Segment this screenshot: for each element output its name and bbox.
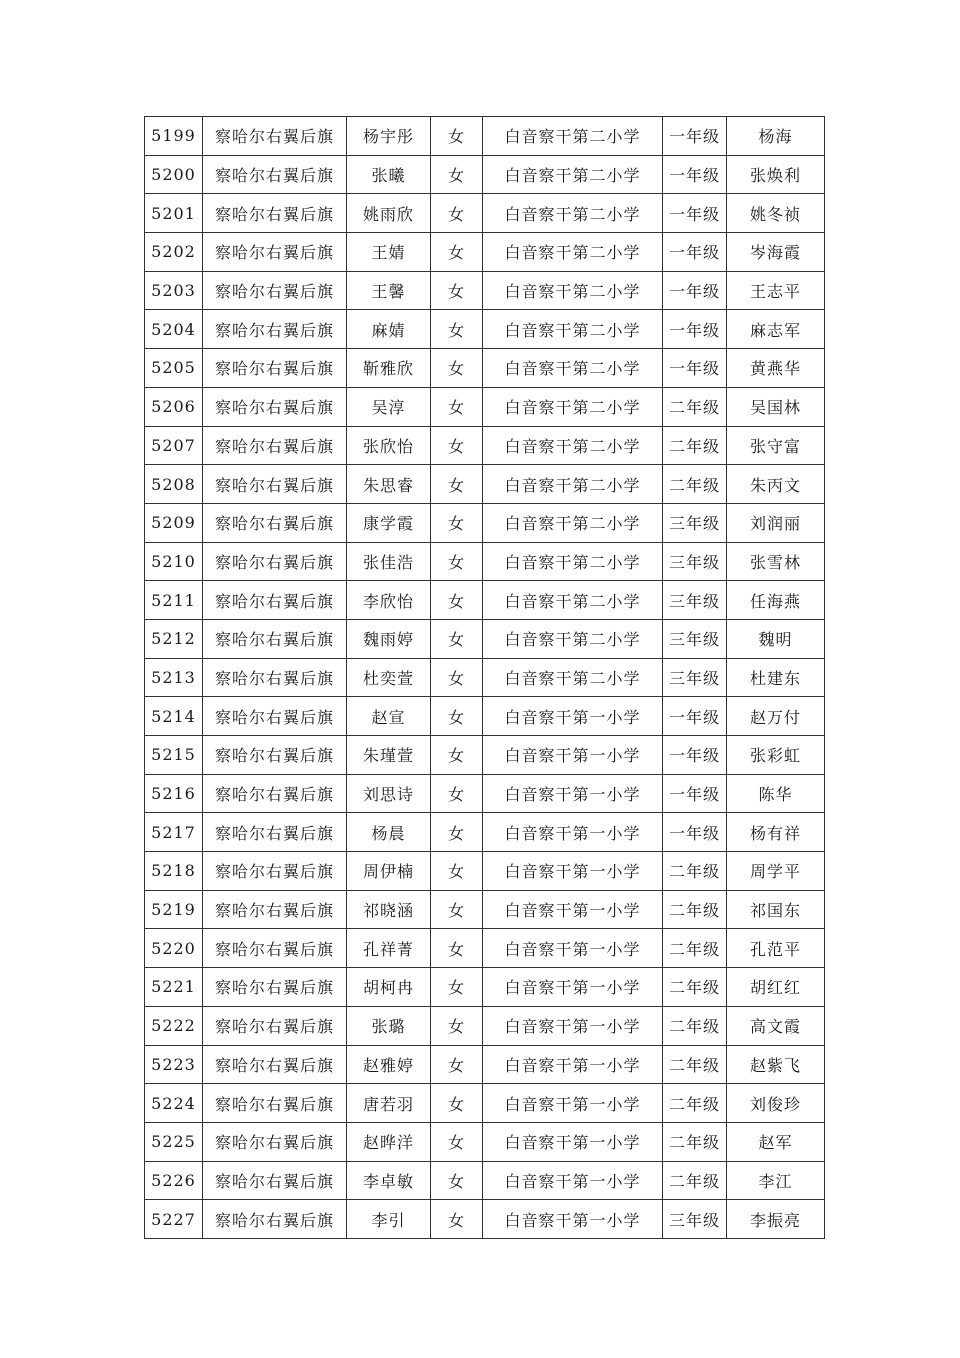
student-name-cell: 李卓敏 [347, 1161, 431, 1200]
guardian-name-cell: 吴国林 [727, 387, 825, 426]
table-row [145, 1161, 825, 1200]
gender-cell: 女 [431, 387, 483, 426]
serial-number-cell: 5227 [145, 1200, 203, 1239]
region-cell: 察哈尔右翼后旗 [203, 465, 347, 504]
grade-cell: 二年级 [663, 465, 727, 504]
document-page [144, 116, 824, 1239]
student-name-cell: 周伊楠 [347, 852, 431, 891]
serial-number-cell: 5203 [145, 271, 203, 310]
student-name-cell: 朱瑾萱 [347, 736, 431, 775]
grade-cell: 一年级 [663, 813, 727, 852]
guardian-name-cell: 刘润丽 [727, 503, 825, 542]
grade-cell: 一年级 [663, 233, 727, 272]
school-cell: 白音察干第二小学 [483, 542, 663, 581]
student-name-cell: 张佳浩 [347, 542, 431, 581]
guardian-name-cell: 张焕利 [727, 155, 825, 194]
gender-cell: 女 [431, 1045, 483, 1084]
school-cell: 白音察干第二小学 [483, 581, 663, 620]
table-row [145, 697, 825, 736]
guardian-name-cell: 张守富 [727, 426, 825, 465]
table-row [145, 968, 825, 1007]
table-row [145, 929, 825, 968]
school-cell: 白音察干第二小学 [483, 117, 663, 156]
school-cell: 白音察干第二小学 [483, 619, 663, 658]
gender-cell: 女 [431, 426, 483, 465]
table-row [145, 233, 825, 272]
guardian-name-cell: 李振亮 [727, 1200, 825, 1239]
serial-number-cell: 5224 [145, 1084, 203, 1123]
guardian-name-cell: 麻志军 [727, 310, 825, 349]
table-row [145, 619, 825, 658]
table-row [145, 774, 825, 813]
school-cell: 白音察干第二小学 [483, 503, 663, 542]
serial-number-cell: 5221 [145, 968, 203, 1007]
table-row [145, 1200, 825, 1239]
student-name-cell: 张欣怡 [347, 426, 431, 465]
grade-cell: 二年级 [663, 929, 727, 968]
gender-cell: 女 [431, 194, 483, 233]
serial-number-cell: 5218 [145, 852, 203, 891]
grade-cell: 一年级 [663, 774, 727, 813]
student-name-cell: 杨晨 [347, 813, 431, 852]
grade-cell: 一年级 [663, 349, 727, 388]
gender-cell: 女 [431, 1084, 483, 1123]
gender-cell: 女 [431, 619, 483, 658]
student-name-cell: 杜奕萱 [347, 658, 431, 697]
gender-cell: 女 [431, 968, 483, 1007]
gender-cell: 女 [431, 155, 483, 194]
grade-cell: 二年级 [663, 1045, 727, 1084]
table-row [145, 542, 825, 581]
region-cell: 察哈尔右翼后旗 [203, 1122, 347, 1161]
gender-cell: 女 [431, 1161, 483, 1200]
region-cell: 察哈尔右翼后旗 [203, 310, 347, 349]
guardian-name-cell: 任海燕 [727, 581, 825, 620]
region-cell: 察哈尔右翼后旗 [203, 503, 347, 542]
school-cell: 白音察干第一小学 [483, 852, 663, 891]
table-row [145, 658, 825, 697]
student-name-cell: 赵晔洋 [347, 1122, 431, 1161]
student-name-cell: 魏雨婷 [347, 619, 431, 658]
region-cell: 察哈尔右翼后旗 [203, 233, 347, 272]
grade-cell: 一年级 [663, 736, 727, 775]
gender-cell: 女 [431, 233, 483, 272]
grade-cell: 二年级 [663, 1161, 727, 1200]
table-row [145, 1084, 825, 1123]
guardian-name-cell: 高文霞 [727, 1006, 825, 1045]
student-name-cell: 麻婧 [347, 310, 431, 349]
serial-number-cell: 5204 [145, 310, 203, 349]
serial-number-cell: 5199 [145, 117, 203, 156]
student-name-cell: 吴淳 [347, 387, 431, 426]
school-cell: 白音察干第一小学 [483, 697, 663, 736]
grade-cell: 二年级 [663, 852, 727, 891]
school-cell: 白音察干第二小学 [483, 194, 663, 233]
grade-cell: 三年级 [663, 542, 727, 581]
table-row [145, 194, 825, 233]
gender-cell: 女 [431, 271, 483, 310]
guardian-name-cell: 杨有祥 [727, 813, 825, 852]
serial-number-cell: 5207 [145, 426, 203, 465]
school-cell: 白音察干第一小学 [483, 1161, 663, 1200]
guardian-name-cell: 赵紫飞 [727, 1045, 825, 1084]
gender-cell: 女 [431, 658, 483, 697]
school-cell: 白音察干第二小学 [483, 155, 663, 194]
region-cell: 察哈尔右翼后旗 [203, 968, 347, 1007]
serial-number-cell: 5200 [145, 155, 203, 194]
guardian-name-cell: 岑海霞 [727, 233, 825, 272]
grade-cell: 二年级 [663, 1122, 727, 1161]
grade-cell: 二年级 [663, 890, 727, 929]
region-cell: 察哈尔右翼后旗 [203, 852, 347, 891]
region-cell: 察哈尔右翼后旗 [203, 697, 347, 736]
guardian-name-cell: 魏明 [727, 619, 825, 658]
serial-number-cell: 5211 [145, 581, 203, 620]
serial-number-cell: 5213 [145, 658, 203, 697]
table-row [145, 581, 825, 620]
student-name-cell: 张璐 [347, 1006, 431, 1045]
region-cell: 察哈尔右翼后旗 [203, 271, 347, 310]
student-name-cell: 杨宇彤 [347, 117, 431, 156]
school-cell: 白音察干第二小学 [483, 310, 663, 349]
table-row [145, 890, 825, 929]
table-row [145, 736, 825, 775]
region-cell: 察哈尔右翼后旗 [203, 1084, 347, 1123]
region-cell: 察哈尔右翼后旗 [203, 117, 347, 156]
table-row [145, 271, 825, 310]
guardian-name-cell: 王志平 [727, 271, 825, 310]
region-cell: 察哈尔右翼后旗 [203, 1045, 347, 1084]
guardian-name-cell: 祁国东 [727, 890, 825, 929]
school-cell: 白音察干第一小学 [483, 890, 663, 929]
region-cell: 察哈尔右翼后旗 [203, 1161, 347, 1200]
guardian-name-cell: 黄燕华 [727, 349, 825, 388]
grade-cell: 二年级 [663, 426, 727, 465]
grade-cell: 二年级 [663, 968, 727, 1007]
region-cell: 察哈尔右翼后旗 [203, 581, 347, 620]
school-cell: 白音察干第二小学 [483, 349, 663, 388]
table-row [145, 387, 825, 426]
guardian-name-cell: 胡红红 [727, 968, 825, 1007]
grade-cell: 一年级 [663, 117, 727, 156]
school-cell: 白音察干第一小学 [483, 736, 663, 775]
student-name-cell: 李引 [347, 1200, 431, 1239]
school-cell: 白音察干第二小学 [483, 387, 663, 426]
table-row [145, 155, 825, 194]
school-cell: 白音察干第一小学 [483, 1200, 663, 1239]
gender-cell: 女 [431, 813, 483, 852]
serial-number-cell: 5216 [145, 774, 203, 813]
region-cell: 察哈尔右翼后旗 [203, 155, 347, 194]
serial-number-cell: 5220 [145, 929, 203, 968]
student-name-cell: 王馨 [347, 271, 431, 310]
student-name-cell: 张曦 [347, 155, 431, 194]
guardian-name-cell: 周学平 [727, 852, 825, 891]
guardian-name-cell: 杜建东 [727, 658, 825, 697]
serial-number-cell: 5202 [145, 233, 203, 272]
student-name-cell: 唐若羽 [347, 1084, 431, 1123]
serial-number-cell: 5205 [145, 349, 203, 388]
table-row [145, 117, 825, 156]
grade-cell: 一年级 [663, 155, 727, 194]
table-row [145, 503, 825, 542]
roster-table-body [145, 117, 825, 1239]
student-name-cell: 朱思睿 [347, 465, 431, 504]
school-cell: 白音察干第一小学 [483, 929, 663, 968]
guardian-name-cell: 孔范平 [727, 929, 825, 968]
serial-number-cell: 5226 [145, 1161, 203, 1200]
grade-cell: 一年级 [663, 697, 727, 736]
school-cell: 白音察干第二小学 [483, 465, 663, 504]
serial-number-cell: 5223 [145, 1045, 203, 1084]
student-name-cell: 胡柯冉 [347, 968, 431, 1007]
region-cell: 察哈尔右翼后旗 [203, 619, 347, 658]
serial-number-cell: 5222 [145, 1006, 203, 1045]
guardian-name-cell: 姚冬祯 [727, 194, 825, 233]
school-cell: 白音察干第二小学 [483, 271, 663, 310]
table-row [145, 1006, 825, 1045]
table-row [145, 310, 825, 349]
gender-cell: 女 [431, 465, 483, 504]
school-cell: 白音察干第二小学 [483, 426, 663, 465]
gender-cell: 女 [431, 929, 483, 968]
guardian-name-cell: 杨海 [727, 117, 825, 156]
table-row [145, 349, 825, 388]
gender-cell: 女 [431, 1200, 483, 1239]
grade-cell: 三年级 [663, 1200, 727, 1239]
region-cell: 察哈尔右翼后旗 [203, 194, 347, 233]
gender-cell: 女 [431, 117, 483, 156]
serial-number-cell: 5212 [145, 619, 203, 658]
student-name-cell: 刘思诗 [347, 774, 431, 813]
grade-cell: 一年级 [663, 310, 727, 349]
table-row [145, 1045, 825, 1084]
table-row [145, 813, 825, 852]
table-row [145, 426, 825, 465]
region-cell: 察哈尔右翼后旗 [203, 349, 347, 388]
school-cell: 白音察干第一小学 [483, 774, 663, 813]
grade-cell: 二年级 [663, 387, 727, 426]
serial-number-cell: 5215 [145, 736, 203, 775]
region-cell: 察哈尔右翼后旗 [203, 736, 347, 775]
region-cell: 察哈尔右翼后旗 [203, 890, 347, 929]
student-name-cell: 赵雅婷 [347, 1045, 431, 1084]
serial-number-cell: 5208 [145, 465, 203, 504]
school-cell: 白音察干第一小学 [483, 1084, 663, 1123]
region-cell: 察哈尔右翼后旗 [203, 426, 347, 465]
table-row [145, 1122, 825, 1161]
roster-table [144, 116, 825, 1239]
table-row [145, 852, 825, 891]
gender-cell: 女 [431, 890, 483, 929]
gender-cell: 女 [431, 349, 483, 388]
school-cell: 白音察干第一小学 [483, 1045, 663, 1084]
serial-number-cell: 5201 [145, 194, 203, 233]
guardian-name-cell: 朱丙文 [727, 465, 825, 504]
guardian-name-cell: 陈华 [727, 774, 825, 813]
school-cell: 白音察干第二小学 [483, 658, 663, 697]
serial-number-cell: 5209 [145, 503, 203, 542]
student-name-cell: 姚雨欣 [347, 194, 431, 233]
school-cell: 白音察干第二小学 [483, 233, 663, 272]
serial-number-cell: 5219 [145, 890, 203, 929]
guardian-name-cell: 张雪林 [727, 542, 825, 581]
grade-cell: 三年级 [663, 619, 727, 658]
grade-cell: 一年级 [663, 271, 727, 310]
gender-cell: 女 [431, 503, 483, 542]
guardian-name-cell: 赵万付 [727, 697, 825, 736]
region-cell: 察哈尔右翼后旗 [203, 1200, 347, 1239]
gender-cell: 女 [431, 852, 483, 891]
table-row [145, 465, 825, 504]
school-cell: 白音察干第一小学 [483, 813, 663, 852]
region-cell: 察哈尔右翼后旗 [203, 387, 347, 426]
region-cell: 察哈尔右翼后旗 [203, 658, 347, 697]
grade-cell: 二年级 [663, 1006, 727, 1045]
guardian-name-cell: 刘俊珍 [727, 1084, 825, 1123]
guardian-name-cell: 张彩虹 [727, 736, 825, 775]
school-cell: 白音察干第一小学 [483, 1122, 663, 1161]
gender-cell: 女 [431, 1122, 483, 1161]
grade-cell: 二年级 [663, 1084, 727, 1123]
gender-cell: 女 [431, 697, 483, 736]
school-cell: 白音察干第一小学 [483, 968, 663, 1007]
serial-number-cell: 5210 [145, 542, 203, 581]
serial-number-cell: 5217 [145, 813, 203, 852]
student-name-cell: 赵宣 [347, 697, 431, 736]
serial-number-cell: 5214 [145, 697, 203, 736]
serial-number-cell: 5225 [145, 1122, 203, 1161]
region-cell: 察哈尔右翼后旗 [203, 813, 347, 852]
student-name-cell: 孔祥菁 [347, 929, 431, 968]
region-cell: 察哈尔右翼后旗 [203, 542, 347, 581]
guardian-name-cell: 赵军 [727, 1122, 825, 1161]
gender-cell: 女 [431, 774, 483, 813]
gender-cell: 女 [431, 1006, 483, 1045]
region-cell: 察哈尔右翼后旗 [203, 929, 347, 968]
guardian-name-cell: 李江 [727, 1161, 825, 1200]
student-name-cell: 靳雅欣 [347, 349, 431, 388]
student-name-cell: 祁晓涵 [347, 890, 431, 929]
student-name-cell: 康学霞 [347, 503, 431, 542]
grade-cell: 三年级 [663, 581, 727, 620]
grade-cell: 三年级 [663, 503, 727, 542]
school-cell: 白音察干第一小学 [483, 1006, 663, 1045]
serial-number-cell: 5206 [145, 387, 203, 426]
student-name-cell: 王婧 [347, 233, 431, 272]
student-name-cell: 李欣怡 [347, 581, 431, 620]
region-cell: 察哈尔右翼后旗 [203, 774, 347, 813]
gender-cell: 女 [431, 736, 483, 775]
gender-cell: 女 [431, 542, 483, 581]
region-cell: 察哈尔右翼后旗 [203, 1006, 347, 1045]
gender-cell: 女 [431, 581, 483, 620]
gender-cell: 女 [431, 310, 483, 349]
grade-cell: 三年级 [663, 658, 727, 697]
grade-cell: 一年级 [663, 194, 727, 233]
